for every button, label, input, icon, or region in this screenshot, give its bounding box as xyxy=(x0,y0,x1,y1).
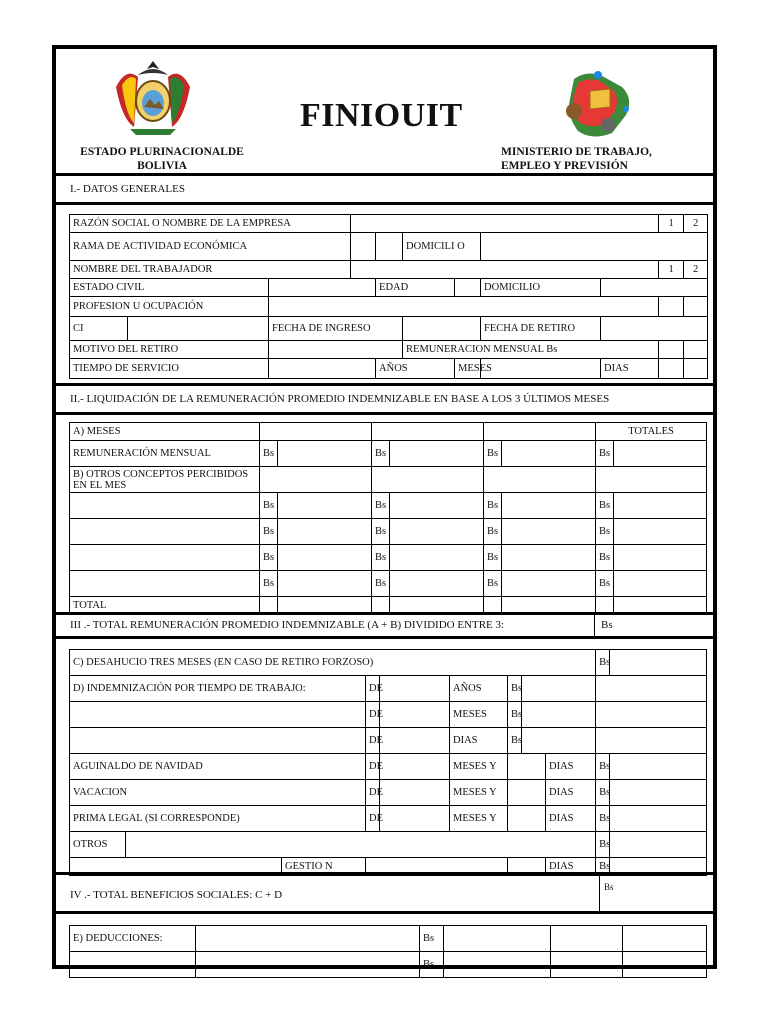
empty-cell[interactable] xyxy=(484,467,596,493)
profesion-field[interactable] xyxy=(269,297,659,317)
otros-amount[interactable] xyxy=(610,832,707,858)
de-label: DE xyxy=(366,780,380,806)
remuneracion-field-2[interactable] xyxy=(684,341,708,359)
table-row xyxy=(70,493,707,519)
amount-field[interactable] xyxy=(502,545,596,571)
empty-cell xyxy=(70,702,366,728)
form-page xyxy=(52,45,717,969)
concept-field[interactable] xyxy=(70,493,260,519)
table-row xyxy=(70,650,707,676)
estado-civil-field[interactable] xyxy=(269,279,376,297)
divider xyxy=(594,615,595,636)
otros-field[interactable] xyxy=(126,832,596,858)
tiempo-servicio-label: TIEMPO DE SERVICIO xyxy=(70,359,269,379)
table-row xyxy=(70,441,707,467)
anos-amount[interactable] xyxy=(522,676,596,702)
nombre-trabajador-label: NOMBRE DEL TRABAJADOR xyxy=(70,261,351,279)
right-org-line2: EMPLEO Y PREVISIÓN xyxy=(501,160,628,172)
table-row xyxy=(70,728,707,754)
razon-social-field[interactable] xyxy=(351,215,659,233)
left-organization xyxy=(62,145,262,173)
dias-field[interactable] xyxy=(380,728,450,754)
meses-y-label: MESES Y xyxy=(450,754,508,780)
vacacion-dias-field[interactable] xyxy=(508,780,546,806)
empty-cell[interactable] xyxy=(623,952,707,978)
currency-label: Bs xyxy=(596,754,610,780)
remuneracion-mensual-label: REMUNERACIÓN MENSUAL xyxy=(70,441,260,467)
amount-field[interactable] xyxy=(502,519,596,545)
currency-label: Bs xyxy=(372,571,390,597)
currency-label: Bs xyxy=(484,545,502,571)
fecha-retiro-field[interactable] xyxy=(601,317,708,341)
table-row xyxy=(70,233,708,261)
divider xyxy=(56,173,713,176)
totales-header: TOTALES xyxy=(596,423,707,441)
fecha-ingreso-field[interactable] xyxy=(403,317,481,341)
month-3-field[interactable] xyxy=(484,423,596,441)
table-row xyxy=(70,754,707,780)
currency-label: Bs xyxy=(508,702,522,728)
ci-label: CI xyxy=(70,317,128,341)
table-row xyxy=(70,341,708,359)
currency-label: Bs xyxy=(260,571,278,597)
currency-label: Bs xyxy=(484,571,502,597)
empty-cell[interactable] xyxy=(596,467,707,493)
remuneracion-label: REMUNERACION MENSUAL Bs xyxy=(403,341,659,359)
table-row xyxy=(70,676,707,702)
prima-amount[interactable] xyxy=(610,806,707,832)
option-1[interactable]: 1 xyxy=(659,215,684,233)
month-2-field[interactable] xyxy=(372,423,484,441)
section-3-currency: Bs xyxy=(601,619,613,631)
meses-label: MESES xyxy=(450,702,508,728)
fecha-retiro-label: FECHA DE RETIRO xyxy=(481,317,601,341)
table-row xyxy=(70,317,708,341)
empty-cell xyxy=(596,728,707,754)
concept-field[interactable] xyxy=(70,545,260,571)
form-title: FINIOUIT xyxy=(300,97,463,134)
option-2[interactable]: 2 xyxy=(684,215,708,233)
aguinaldo-meses-field[interactable] xyxy=(380,754,450,780)
table-row xyxy=(70,297,708,317)
dias-label: DIAS xyxy=(450,728,508,754)
dias-label: DIAS xyxy=(546,806,596,832)
dias-label: DIAS xyxy=(601,359,659,379)
currency-label: Bs xyxy=(372,441,390,467)
amount-field[interactable] xyxy=(614,571,707,597)
amount-field[interactable] xyxy=(614,545,707,571)
currency-label: Bs xyxy=(596,441,614,467)
table-row xyxy=(70,806,707,832)
remuneracion-field[interactable] xyxy=(659,341,684,359)
currency-label: Bs xyxy=(596,832,610,858)
table-row xyxy=(70,780,707,806)
deduction-field[interactable] xyxy=(70,952,196,978)
right-organization xyxy=(501,145,691,172)
table-row xyxy=(70,279,708,297)
vacacion-amount[interactable] xyxy=(610,780,707,806)
amount-field[interactable] xyxy=(390,571,484,597)
rama-field[interactable] xyxy=(351,233,376,261)
currency-label: Bs xyxy=(260,441,278,467)
currency-label: Bs xyxy=(420,952,444,978)
meses-field[interactable] xyxy=(380,702,450,728)
desahucio-amount[interactable] xyxy=(610,650,707,676)
table-row xyxy=(70,926,707,952)
empty-cell xyxy=(596,676,707,702)
month-1-field[interactable] xyxy=(260,423,372,441)
concept-field[interactable] xyxy=(70,571,260,597)
anos-field[interactable] xyxy=(380,676,450,702)
profesion-label: PROFESION U OCUPACIÓN xyxy=(70,297,269,317)
vacacion-meses-field[interactable] xyxy=(380,780,450,806)
left-org-line1: ESTADO PLURINACIONALDE xyxy=(80,146,244,158)
dias-label: DIAS xyxy=(546,754,596,780)
amount-field[interactable] xyxy=(278,493,372,519)
prima-label: PRIMA LEGAL (SI CORRESPONDE) xyxy=(70,806,366,832)
estado-civil-label: ESTADO CIVIL xyxy=(70,279,269,297)
de-label: DE xyxy=(366,702,380,728)
table-row xyxy=(70,215,708,233)
rama-label: RAMA DE ACTIVIDAD ECONÓMICA xyxy=(70,233,351,261)
domicilio-label: DOMICILIO xyxy=(481,279,601,297)
gestion-label: GESTIO N xyxy=(282,858,366,876)
deduction-field[interactable] xyxy=(196,952,420,978)
de-label: DE xyxy=(366,754,380,780)
amount-field[interactable] xyxy=(278,441,372,467)
table-row xyxy=(70,571,707,597)
currency-label: Bs xyxy=(372,519,390,545)
motivo-retiro-field[interactable] xyxy=(269,341,403,359)
empty-cell[interactable] xyxy=(372,467,484,493)
currency-label: Bs xyxy=(596,780,610,806)
amount-field[interactable] xyxy=(390,545,484,571)
right-org-line1: MINISTERIO DE TRABAJO, xyxy=(501,146,652,158)
anos-label: AÑOS xyxy=(450,676,508,702)
empty-cell[interactable] xyxy=(551,926,623,952)
deducciones-amount[interactable] xyxy=(444,926,551,952)
currency-label: Bs xyxy=(596,650,610,676)
currency-label: Bs xyxy=(508,676,522,702)
amount-field[interactable] xyxy=(614,519,707,545)
indemnizacion-label: D) INDEMNIZACIÓN POR TIEMPO DE TRABAJO: xyxy=(70,676,366,702)
datos-generales-table xyxy=(69,214,708,379)
amount-field[interactable] xyxy=(502,571,596,597)
divider xyxy=(599,875,600,911)
amount-field[interactable] xyxy=(614,441,707,467)
table-row xyxy=(70,545,707,571)
divider xyxy=(56,911,713,914)
empty-cell[interactable] xyxy=(260,467,372,493)
rama-field-2[interactable] xyxy=(376,233,403,261)
option-2[interactable]: 2 xyxy=(684,261,708,279)
meses-field[interactable] xyxy=(481,359,601,379)
deduction-amount[interactable] xyxy=(444,952,551,978)
empty-cell[interactable] xyxy=(551,952,623,978)
table-row xyxy=(70,467,707,493)
option-1[interactable]: 1 xyxy=(659,261,684,279)
divider xyxy=(56,636,713,639)
domicilio-empresa-field[interactable] xyxy=(481,233,708,261)
amount-field[interactable] xyxy=(390,493,484,519)
currency-label: Bs xyxy=(596,519,614,545)
prima-dias-field[interactable] xyxy=(508,806,546,832)
currency-label: Bs xyxy=(508,728,522,754)
dias-label: DIAS xyxy=(546,858,596,876)
amount-field[interactable] xyxy=(278,545,372,571)
meses-header: A) MESES xyxy=(70,423,260,441)
nombre-trabajador-field[interactable] xyxy=(351,261,659,279)
amount-field[interactable] xyxy=(390,441,484,467)
ci-field[interactable] xyxy=(128,317,269,341)
edad-field[interactable] xyxy=(455,279,481,297)
razon-social-label: RAZÓN SOCIAL O NOMBRE DE LA EMPRESA xyxy=(70,215,351,233)
currency-label: Bs xyxy=(596,806,610,832)
currency-label: Bs xyxy=(260,545,278,571)
de-label: DE xyxy=(366,806,380,832)
section-1-heading: I.- DATOS GENERALES xyxy=(70,183,185,195)
edad-label: EDAD xyxy=(376,279,455,297)
table-row xyxy=(70,359,708,379)
deducciones-table xyxy=(69,925,707,978)
empty-cell[interactable] xyxy=(623,926,707,952)
tiempo-servicio-field[interactable] xyxy=(269,359,376,379)
desahucio-label: C) DESAHUCIO TRES MESES (EN CASO DE RETIRO FORZOSO) xyxy=(70,650,596,676)
currency-label: Bs xyxy=(420,926,444,952)
meses-label: MESES xyxy=(455,359,481,379)
liquidacion-table xyxy=(69,422,707,615)
dias-label: DIAS xyxy=(546,780,596,806)
divider xyxy=(56,412,713,415)
meses-amount[interactable] xyxy=(522,702,596,728)
table-row xyxy=(70,423,707,441)
aguinaldo-label: AGUINALDO DE NAVIDAD xyxy=(70,754,366,780)
divider xyxy=(56,383,713,386)
currency-label: Bs xyxy=(260,493,278,519)
section-3-heading: III .- TOTAL REMUNERACIÓN PROMEDIO INDEMNIZABLE (A + B) DIVIDIDO ENTRE 3: xyxy=(70,619,505,631)
currency-label: Bs xyxy=(372,493,390,519)
meses-y-label: MESES Y xyxy=(450,806,508,832)
dias-field-2[interactable] xyxy=(684,359,708,379)
deducciones-label: E) DEDUCCIONES: xyxy=(70,926,196,952)
deducciones-field[interactable] xyxy=(196,926,420,952)
left-org-line2: BOLIVIA xyxy=(137,160,187,172)
prima-meses-field[interactable] xyxy=(380,806,450,832)
aguinaldo-dias-field[interactable] xyxy=(508,754,546,780)
otros-conceptos-label: B) OTROS CONCEPTOS PERCIBIDOS EN EL MES xyxy=(70,467,260,493)
profesion-extra-2[interactable] xyxy=(684,297,708,317)
vacacion-label: VACACION xyxy=(70,780,366,806)
concept-field[interactable] xyxy=(70,519,260,545)
amount-field[interactable] xyxy=(390,519,484,545)
total-label: TOTAL xyxy=(70,597,260,615)
section-2-heading: II.- LIQUIDACIÓN DE LA REMUNERACIÓN PROMEDIO INDEMNIZABLE EN BASE A LOS 3 ÚLTIMOS MESES xyxy=(70,393,610,405)
amount-field[interactable] xyxy=(278,571,372,597)
divider xyxy=(56,202,713,205)
section-4-currency: Bs xyxy=(604,882,614,892)
table-row xyxy=(70,832,707,858)
table-row xyxy=(70,519,707,545)
table-row xyxy=(70,261,708,279)
fecha-ingreso-label: FECHA DE INGRESO xyxy=(269,317,403,341)
table-row xyxy=(70,702,707,728)
otros-label: OTROS xyxy=(70,832,126,858)
profesion-extra-1[interactable] xyxy=(659,297,684,317)
beneficios-table xyxy=(69,649,707,876)
empty-cell xyxy=(70,728,366,754)
empty-cell xyxy=(596,702,707,728)
ministry-logo-icon xyxy=(556,65,640,143)
de-label: DE xyxy=(366,676,380,702)
motivo-retiro-label: MOTIVO DEL RETIRO xyxy=(70,341,269,359)
amount-field[interactable] xyxy=(278,519,372,545)
amount-field[interactable] xyxy=(502,441,596,467)
currency-label: Bs xyxy=(484,441,502,467)
currency-label: Bs xyxy=(372,545,390,571)
divider xyxy=(56,872,713,875)
currency-label: Bs xyxy=(596,571,614,597)
currency-label: Bs xyxy=(484,519,502,545)
currency-label: Bs xyxy=(260,519,278,545)
aguinaldo-amount[interactable] xyxy=(610,754,707,780)
currency-label: Bs xyxy=(484,493,502,519)
domicilio-empresa-label: DOMICILI O xyxy=(403,233,481,261)
meses-y-label: MESES Y xyxy=(450,780,508,806)
section-4-heading: IV .- TOTAL BENEFICIOS SOCIALES: C + D xyxy=(70,889,283,901)
currency-label: Bs xyxy=(596,493,614,519)
domicilio-field[interactable] xyxy=(601,279,708,297)
de-label: DE xyxy=(366,728,380,754)
dias-amount[interactable] xyxy=(522,728,596,754)
amount-field[interactable] xyxy=(502,493,596,519)
anos-label: AÑOS xyxy=(376,359,455,379)
currency-label: Bs xyxy=(596,858,610,876)
currency-label: Bs xyxy=(596,545,614,571)
bolivia-coat-of-arms-icon xyxy=(108,57,198,139)
table-row xyxy=(70,952,707,978)
dias-field[interactable] xyxy=(659,359,684,379)
divider xyxy=(56,612,713,615)
amount-field[interactable] xyxy=(614,493,707,519)
